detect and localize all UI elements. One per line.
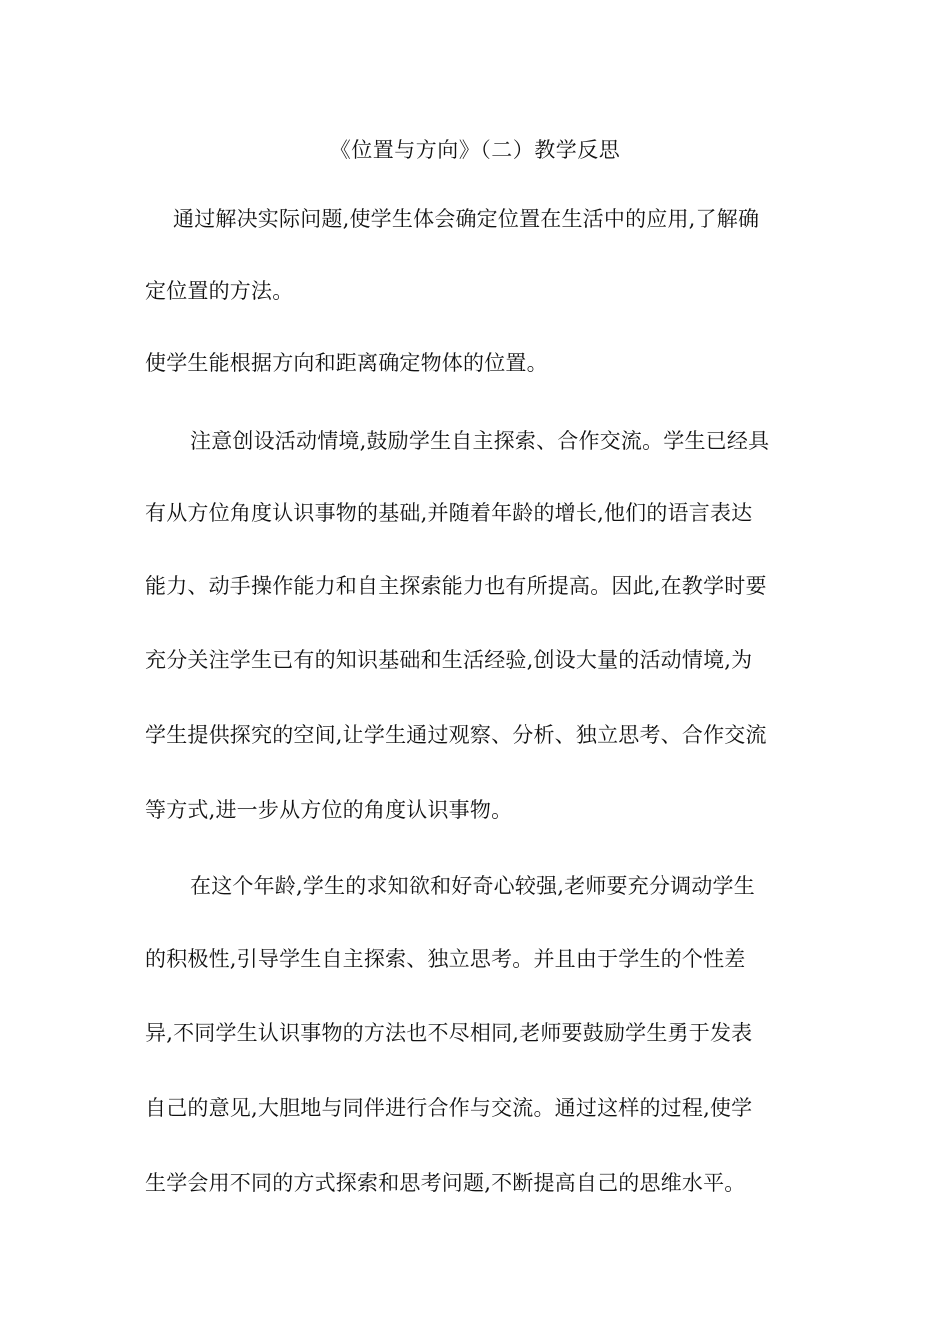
paragraph-line: 使学生能根据方向和距离确定物体的位置。: [145, 351, 548, 375]
paragraph-line: 能力、动手操作能力和自主探索能力也有所提高。因此,在教学时要: [145, 574, 767, 598]
paragraph-line: 生学会用不同的方式探索和思考问题,不断提高自己的思维水平。: [145, 1171, 746, 1195]
paragraph-line: 有从方位角度认识事物的基础,并随着年龄的增长,他们的语言表达: [145, 501, 753, 525]
paragraph-line: 注意创设活动情境,鼓励学生自主探索、合作交流。学生已经具: [190, 429, 770, 453]
paragraph-line: 通过解决实际问题,使学生体会确定位置在生活中的应用,了解确: [173, 207, 760, 231]
paragraph-line: 定位置的方法。: [145, 279, 294, 303]
paragraph-line: 异,不同学生认识事物的方法也不尽相同,老师要鼓励学生勇于发表: [145, 1021, 753, 1045]
paragraph-line: 在这个年龄,学生的求知欲和好奇心较强,老师要充分调动学生: [190, 874, 755, 898]
paragraph-line: 等方式,进一步从方位的角度认识事物。: [145, 798, 513, 822]
paragraph-line: 自己的意见,大胆地与同伴进行合作与交流。通过这样的过程,使学: [145, 1096, 753, 1120]
paragraph-line: 的积极性,引导学生自主探索、独立思考。并且由于学生的个性差: [145, 947, 746, 971]
paragraph-line: 学生提供探究的空间,让学生通过观察、分析、独立思考、合作交流: [145, 723, 767, 747]
document-title: 《位置与方向》（二）教学反思: [329, 138, 621, 162]
paragraph-line: 充分关注学生已有的知识基础和生活经验,创设大量的活动情境,为: [145, 648, 753, 672]
